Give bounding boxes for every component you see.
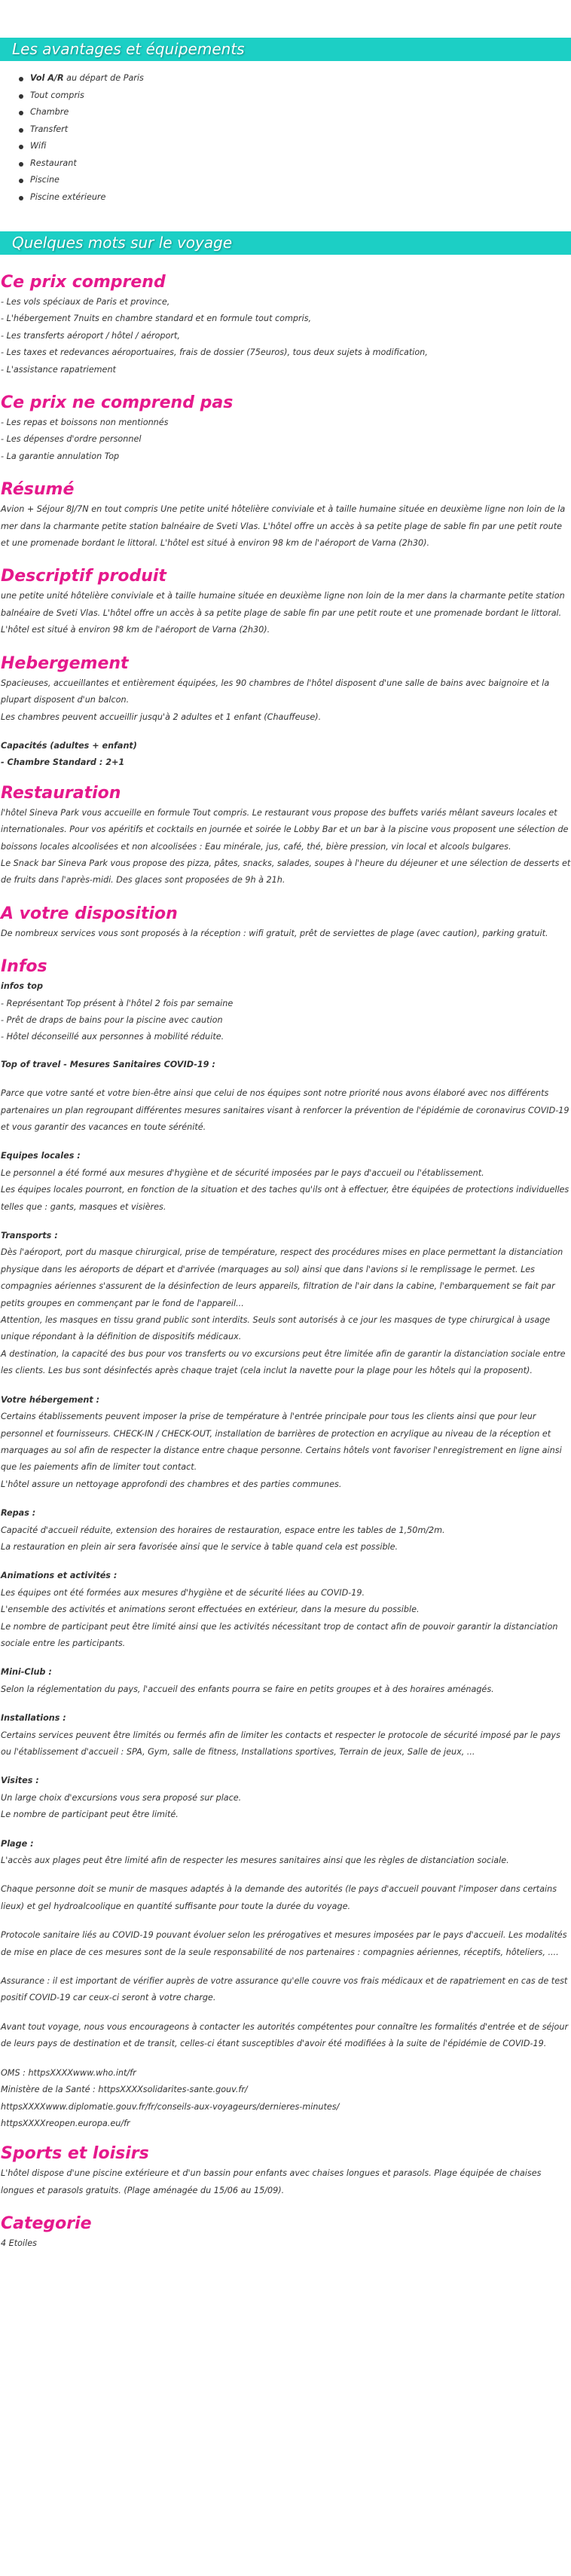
sports-text: L'hôtel dispose d'une piscine extérieure et d'un bassin pour enfants avec chaises longues et parasols. Plage équipée de chaises longues et parasols gratuits. (Plage aménagée du 15/06 au 15/09). xyxy=(1,2168,542,2195)
amenities-list xyxy=(0,70,571,206)
masks-text: Chaque personne doit se munir de masques adaptés à la demande des autorités (le pays d'accueil pouvant l'imposer dans certains lieux) et gel hydroalcoolique en quantité suffisante pour toute la durée du voyage. xyxy=(1,1884,557,1911)
amenity-item-label: Chambre xyxy=(30,107,69,117)
covid-intro: Parce que votre santé et votre bien-être ainsi que celui de nos équipes sont notre priorité nous avons élaboré avec nos différents partenaires un plan regroupant différentes mesures sanitaires visant à renforcer la prévention de l'épidémie de coronavirus COVID-19 et vous garantir des vacances en toute sérénité. xyxy=(1,1088,569,1132)
amenity-item xyxy=(30,104,571,121)
amenities-banner: Les avantages et équipements xyxy=(0,38,571,61)
summary-title: Résumé xyxy=(1,480,75,500)
visits-text: Un large choix d'excursions vous sera proposé sur place. Le nombre de participant peut être limité. xyxy=(1,1792,242,1820)
lodging-title: Hebergement xyxy=(1,653,129,673)
transport-text: Dès l'aéroport, port du masque chirurgical, prise de température, respect des procédures mises en place permettant la distanciation physique dans les aéroports de départ et d'arrivée (marquages au sol) ainsi que dans l'avions si le remplissage le permet. Les compagnies aériennes s'assurent de la désinfection de leurs appareils, filtration de l'air dans la cabine, l'embarquement se fait par petits groupes en commençant par le fond de l'appareil... Attention, les masques en tissu grand public sont interdits. Seuls sont autorisés à ce jour les masques de type chirurgical à usage unique répondant à la définition de dispositifs médicaux. A destination, la capacité des bus pour vos transferts ou vo excursions peut être limitée afin de garantir la distanciation sociale entre les clients. Les bus sont désinfectés après chaque trajet (cela inclut la navette pour la plage pour les hôtels qui la proposent). xyxy=(1,1247,566,1376)
amenity-item-label: au départ de Paris xyxy=(63,73,144,83)
amenity-item-label: Piscine xyxy=(30,175,60,185)
restaurant-title: Restauration xyxy=(1,783,121,803)
price-includes-title: Ce prix comprend xyxy=(1,273,166,292)
protocol-text: Protocole sanitaire liés au COVID-19 pouvant évoluer selon les prérogatives et mesures imposées par le pays d'accueil. Les modalités de mise en place de ces mesures sont de la seule responsabilité de nos partenaires : compagnies aériennes, réceptifs, hôteliers, .... xyxy=(1,1930,567,1957)
meals-text: Capacité d'accueil réduite, extension des horaires de restauration, espace entre les tables de 1,50m/2m. La restauration en plein air sera favorisée ainsi que le service à table quand cela est possible. xyxy=(1,1525,445,1552)
teams-label: Equipes locales : xyxy=(1,1151,81,1161)
hotel-text: Certains établissements peuvent imposer la prise de température à l'entrée principale pour tous les clients ainsi que pour leur personnel et fournisseurs. CHECK-IN / CHECK-OUT, installation de barrières de protection en acrylique au niveau de la réception et marquages au sol afin de respecter la distance entre chaque personne. Certains hôtels vont favoriser l'enregistrement en ligne ainsi que les paiements afin de limiter tout contact. L'hôtel assure un nettoyage approfondi des chambres et des parties communes. xyxy=(1,1412,562,1489)
facilities-text: Certains services peuvent être limités ou fermés afin de limiter les contacts et respecter le protocole de sécurité imposé par le pays ou l'établissement d'accueil : SPA, Gym, salle de fitness, Installations sportives, Terrain de jeux, Salle de jeux, ... xyxy=(1,1730,560,1757)
visits-label: Visites : xyxy=(1,1776,39,1786)
amenity-item-label: Transfert xyxy=(30,124,69,134)
infos-top-text: - Représentant Top présent à l'hôtel 2 fois par semaine - Prêt de draps de bains pour la piscine avec caution - Hôtel déconseillé aux personnes à mobilité réduite. xyxy=(1,998,234,1042)
services-text: De nombreux services vous sont proposés à la réception : wifi gratuit, prêt de serviettes de plage (avec caution), parking gratuit. xyxy=(1,928,548,938)
amenity-item xyxy=(30,121,571,139)
activities-text: Les équipes ont été formées aux mesures d'hygiène et de sécurité liées au COVID-19. L'ensemble des activités et animations seront effectuées en extérieur, dans la mesure du possible. Le nombre de participant peut être limité ainsi que les activités nécessitant trop de contact afin de pouvoir garantir la distanciation sociale entre les participants. xyxy=(1,1587,558,1648)
infos-top-label: infos top xyxy=(1,981,43,992)
services-title: A votre disposition xyxy=(1,904,178,923)
summary-text: Avion + Séjour 8J/7N en tout compris Une petite unité hôtelière conviviale et à taille humaine située en deuxième ligne non loin de la mer dans la charmante petite station balnéaire de Sveti Vlas. L'hôtel offre un accès à sa petite plage de sable fin par une petit route et une promenade bordant le littoral. L'hôtel est situé à environ 98 km de l'aéroport de Varna (2h30). xyxy=(1,504,566,549)
category-title: Categorie xyxy=(1,2214,92,2234)
infos-title: Infos xyxy=(1,957,47,977)
miniclub-label: Mini-Club : xyxy=(1,1667,52,1678)
amenity-item xyxy=(30,70,571,87)
amenity-item-label: Piscine extérieure xyxy=(30,191,106,202)
insurance-text: Assurance : il est important de vérifier auprès de votre assurance qu'elle couvre vos frais médicaux et de rapatriement en cas de test positif COVID-19 car ceux-ci seront à votre charge. xyxy=(1,1976,568,2003)
amenity-item xyxy=(30,189,571,207)
hotel-label: Votre hébergement : xyxy=(1,1394,100,1405)
advice-text: Avant tout voyage, nous vous encourageons à contacter les autorités compétentes pour connaître les formalités d'entrée et de séjour de leurs pays de destination et de transit, celles-ci étant susceptibles d'avoir été modifiées à la suite de l'épidémie de COVID-19. xyxy=(1,2021,569,2049)
category-text: 4 Etoiles xyxy=(1,2238,37,2249)
lodging-text: Spacieuses, accueillantes et entièrement équipées, les 90 chambres de l'hôtel disposent d'une salle de bains avec baignoire et la plupart disposent d'un balcon. Les chambres peuvent accueillir jusqu'à 2 adultes et 1 enfant (Chauffeuse). xyxy=(1,678,550,722)
beach-label: Plage : xyxy=(1,1838,34,1849)
beach-text: L'accès aux plages peut être limité afin de respecter les mesures sanitaires ainsi que les règles de distanciation sociale. xyxy=(1,1856,509,1866)
activities-label: Animations et activités : xyxy=(1,1571,118,1581)
price-excludes-text: - Les repas et boissons non mentionnés - Les dépenses d'ordre personnel - La garantie annulation Top xyxy=(1,418,169,461)
useful-links: OMS : httpsXXXXwww.who.int/fr Ministère de la Santé : httpsXXXXsolidarites-sante.gouv.fr/ httpsXXXXwww.diplomatie.gouv.fr/fr/conseils-aux-voyageurs/dernieres-minutes/ httpsXXXXreopen.europa.eu/fr xyxy=(1,2067,340,2128)
facilities-label: Installations : xyxy=(1,1713,66,1724)
amenity-item xyxy=(30,138,571,155)
amenity-item xyxy=(30,172,571,189)
amenity-item-bold: Vol A/R xyxy=(30,73,64,83)
teams-text: Le personnel a été formé aux mesures d'hygiène et de sécurité imposées par le pays d'accueil ou l'établissement. Les équipes locales pourront, en fonction de la situation et des taches qu'ils ont à effectuer, être équipées de protections individuelles telles que : gants, masques et visières. xyxy=(1,1167,569,1212)
amenity-item-label: Wifi xyxy=(30,141,47,151)
transport-label: Transports : xyxy=(1,1231,58,1241)
trip-content xyxy=(0,271,571,2253)
meals-label: Repas : xyxy=(1,1508,36,1519)
price-excludes-title: Ce prix ne comprend pas xyxy=(1,393,234,413)
trip-banner: Quelques mots sur le voyage xyxy=(0,231,571,255)
amenity-item xyxy=(30,87,571,105)
product-title: Descriptif produit xyxy=(1,567,166,586)
amenity-item-label: Restaurant xyxy=(30,158,77,168)
product-text: une petite unité hôtelière conviviale et à taille humaine située en deuxième ligne non loin de la mer dans la charmante petite station balnéaire de Sveti Vlas. L'hôtel offre un accès à sa petite plage de sable fin par une petit route et une promenade bordant le littoral. L'hôtel est situé à environ 98 km de l'aéroport de Varna (2h30). xyxy=(1,591,565,635)
sports-title: Sports et loisirs xyxy=(1,2144,149,2164)
amenity-item xyxy=(30,155,571,173)
miniclub-text: Selon la réglementation du pays, l'accueil des enfants pourra se faire en petits groupes et à des horaires aménagés. xyxy=(1,1684,494,1694)
amenity-item-label: Tout compris xyxy=(30,90,84,100)
price-includes-text: - Les vols spéciaux de Paris et province, - L'hébergement 7nuits en chambre standard et en formule tout compris, - Les transferts aéroport / hôtel / aéroport, - Les taxes et redevances aéroportuaires, frais de dossier (75euros), tous deux sujets à modification, - L'assistance rapatriement xyxy=(1,297,428,375)
restaurant-text: l'hôtel Sineva Park vous accueille en formule Tout compris. Le restaurant vous propose des buffets variés mêlant saveurs locales et internationales. Pour vos apéritifs et cocktails en journée et soirée le Lobby Bar et un bar à la piscine vous proposent une sélection de boissons locales alcoolisées et non alcoolisées : Eau minérale, jus, café, thé, bière pression, vin local et alcools bulgares. Le Snack bar Sineva Park vous propose des pizza, pâtes, snacks, salades, soupes à l'heure du déjeuner et une sélection de desserts et de fruits dans l'après-midi. Des glaces sont proposées de 9h à 21h. xyxy=(1,807,571,886)
capacity-value: - Chambre Standard : 2+1 xyxy=(1,757,125,768)
capacity-label: Capacités (adultes + enfant) xyxy=(1,740,137,751)
covid-title: Top of travel - Mesures Sanitaires COVID-19 : xyxy=(1,1059,215,1069)
